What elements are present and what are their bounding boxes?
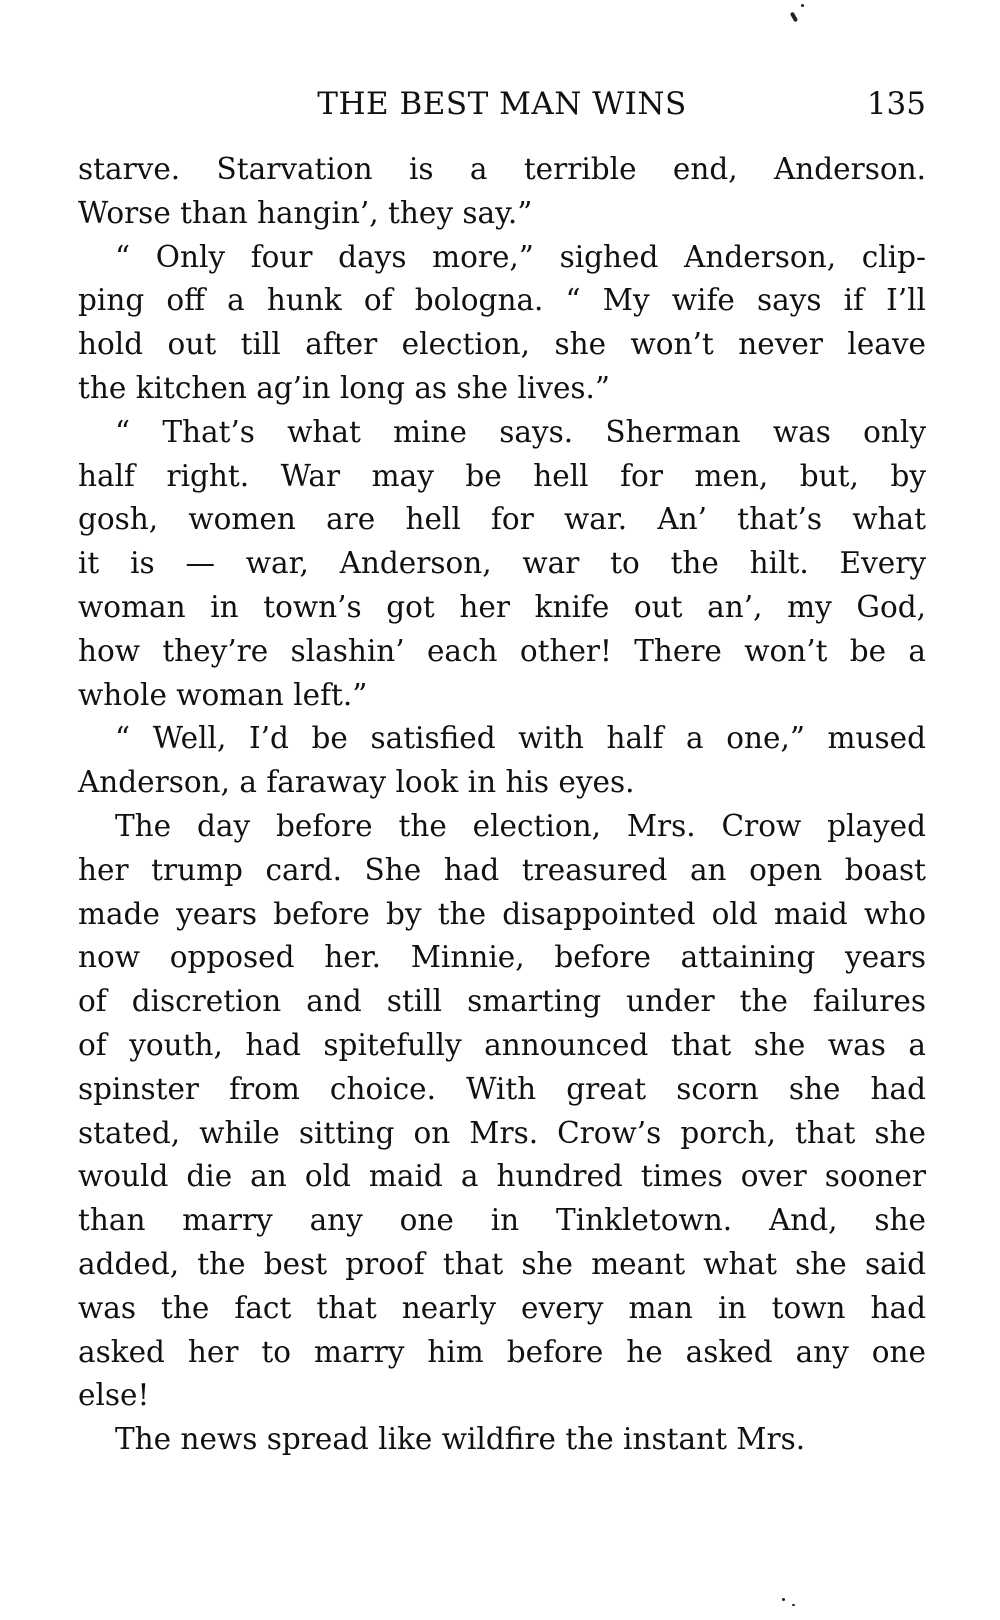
ink-speck-top [790,12,798,23]
text-line: woman in town’s got her knife out an’, my God, [78,589,926,624]
text-line: was the fact that nearly every man in town had [78,1290,926,1325]
ink-speck-bottom [782,1598,785,1601]
body-text [78,148,926,1462]
text-line: whole woman left.” [78,677,368,712]
text-line: “ Only four days more,” sighed Anderson, clip- [115,239,926,274]
text-line: ping off a hunk of bologna. “ My wife says if I’ll [78,283,926,318]
text-line: of discretion and still smarting under the failures [78,984,926,1019]
text-line: The news spread like wildfire the instant Mrs. [115,1422,806,1457]
page-number: 135 [866,86,926,122]
text-line: of youth, had spitefully announced that she was a [78,1027,926,1062]
text-line: it is — war, Anderson, war to the hilt. Every [78,546,926,581]
text-line: the kitchen ag’in long as she lives.” [78,370,610,405]
paragraph-5 [78,805,926,1418]
text-line: now opposed her. Minnie, before attaining years [78,940,926,975]
text-line: stated, while sitting on Mrs. Crow’s porch, that she [78,1115,926,1150]
text-line: else! [78,1378,150,1413]
ink-speck-bottom-2 [792,1604,795,1606]
text-line: half right. War may be hell for men, but, by [78,458,926,493]
text-line: starve. Starvation is a terrible end, Anderson. [78,152,926,186]
paragraph-3 [78,411,926,718]
text-line: than marry any one in Tinkletown. And, she [78,1203,926,1238]
text-line: The day before the election, Mrs. Crow played [115,808,926,843]
text-line: asked her to marry him before he asked any one [78,1334,926,1369]
running-title: THE BEST MAN WINS [317,86,687,122]
paragraph-4 [78,717,926,805]
text-line: gosh, women are hell for war. An’ that’s what [78,502,926,537]
text-line: how they’re slashin’ each other! There won’t be a [78,633,926,668]
text-line: added, the best proof that she meant what she said [78,1246,926,1281]
text-line: would die an old maid a hundred times over sooner [78,1159,926,1194]
paragraph-6 [78,1418,926,1462]
text-line: Worse than hangin’, they say.” [78,195,533,230]
text-line: spinster from choice. With great scorn she had [78,1071,926,1106]
text-line: “ Well, I’d be satisfied with half a one,” mused [115,721,926,756]
text-line: “ That’s what mine says. Sherman was only [115,414,926,449]
text-line: made years before by the disappointed old maid who [78,896,926,931]
running-head [78,82,926,126]
text-line: hold out till after election, she won’t never leave [78,327,926,362]
paragraph-1 [78,148,926,236]
paragraph-2 [78,236,926,411]
text-line: her trump card. She had treasured an open boast [78,852,926,887]
ink-speck-top-dot [801,4,804,7]
text-line: Anderson, a faraway look in his eyes. [78,765,635,800]
